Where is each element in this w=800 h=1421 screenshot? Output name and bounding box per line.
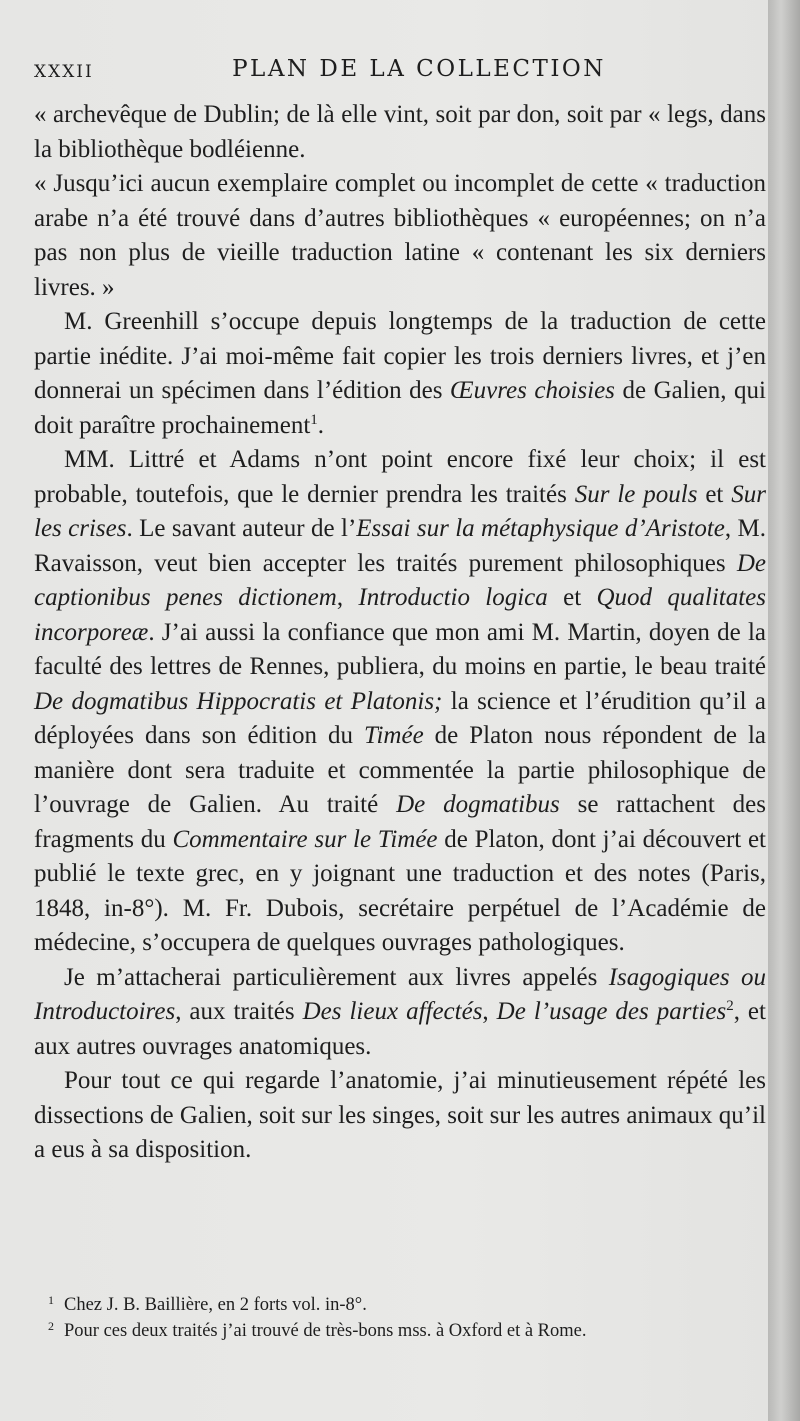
- paragraph: [34, 305, 766, 443]
- text-run: de Galien, qui doit paraître prochainement: [34, 377, 766, 439]
- text-run: M. Greenhill s’occupe depuis longtemps de la traduction de cette partie inédite. J’ai moi-même fait copier les trois derniers livres, et j’en donnerai un spécimen dans l’édition des: [34, 308, 766, 404]
- italic-title: De l’usage des parties: [496, 998, 727, 1025]
- text-run: de Platon nous répondent de la manière dont sera traduite et commentée la partie philosophique de l’ouvrage de Galien. Au traité: [34, 722, 766, 818]
- page-edge-shadow: [768, 0, 800, 1421]
- footnote-text: Chez J. B. Baillière, en 2 forts vol. in-8°.: [64, 1295, 367, 1315]
- text-run: Je m’attacherai particulièrement aux livres appelés: [64, 963, 609, 991]
- italic-title: Sur les crises: [34, 480, 766, 542]
- text-run: « archevêque de Dublin; de là elle vint, soit par don, soit par « legs, dans la bibliothèque bodléienne.: [34, 101, 766, 163]
- quote-paragraph: [34, 167, 766, 305]
- footnote: [48, 1292, 768, 1318]
- italic-title: Isagogiques ou Introductoires: [34, 963, 766, 1025]
- footnote-mark: 2: [48, 1319, 54, 1333]
- footnotes: [48, 1292, 768, 1344]
- text-run: et: [547, 584, 597, 611]
- quote-paragraph: [34, 98, 766, 167]
- paragraph: [34, 1064, 766, 1168]
- text-run: « Jusqu’ici aucun exemplaire complet ou incomplet de cette « traduction arabe n’a été trouvé dans d’autres bibliothèques « européennes; on n’a pas non plus de vieille traduction latine « contenant les six derniers livres. »: [34, 170, 766, 301]
- running-title: PLAN DE LA COLLECTION: [232, 56, 606, 82]
- italic-title: Timée: [363, 722, 424, 749]
- italic-title: Sur le pouls: [574, 480, 698, 508]
- text-run: . J’ai aussi la confiance que mon ami M. Martin, doyen de la faculté des lettres de Rennes, publiera, du moins en partie, le beau traité: [34, 618, 766, 680]
- footnote-ref: 2: [726, 998, 734, 1014]
- text-run: Pour tout ce qui regarde l’anatomie, j’ai minutieusement répété les dissections de Galien, soit sur les singes, soit sur les autres animaux qu’il a eus à sa disposition.: [34, 1067, 766, 1163]
- text-run: et: [697, 480, 732, 508]
- paragraph: [34, 961, 766, 1065]
- italic-title: De dogmatibus: [396, 791, 560, 818]
- text-run: ,: [482, 998, 497, 1025]
- text-run: de Platon, dont j’ai découvert et publié le texte grec, en y joignant une traduction et des notes (Paris, 1848, in-8°). M. Fr. Dubois, secrétaire perpétuel de l’Académie de médecine, s’occupera de quelques ouvrages pathologiques.: [34, 825, 766, 956]
- text-run: . Le savant auteur de l’: [126, 515, 357, 542]
- italic-title: Essai sur la métaphysique d’Aristote: [356, 515, 725, 542]
- paragraph: [34, 443, 766, 961]
- italic-title: De captionibus penes dictionem: [34, 549, 766, 611]
- footnote-mark: 1: [48, 1293, 54, 1307]
- footnote: [48, 1318, 768, 1344]
- italic-title: Introductio logica: [358, 584, 548, 611]
- italic-title: Commentaire sur le Timée: [172, 825, 438, 853]
- text-run: , et aux autres ouvrages anatomiques.: [34, 998, 766, 1060]
- text-run: se rattachent des fragments du: [34, 791, 766, 853]
- text-run: , aux traités: [175, 998, 303, 1025]
- text-run: ,: [336, 584, 359, 611]
- text-run: la science et l’érudition qu’il a déployées dans son édition du: [34, 687, 766, 749]
- text-run: , M. Ravaisson, veut bien accepter les traités purement philosophiques: [34, 515, 766, 577]
- text-run: .: [317, 411, 325, 439]
- italic-title: Des lieux affectés: [302, 998, 483, 1025]
- italic-title: De dogmatibus Hippocratis et Platonis;: [34, 687, 443, 715]
- italic-title: Œuvres choisies: [450, 377, 615, 404]
- footnote-text: Pour ces deux traités j’ai trouvé de très-bons mss. à Oxford et à Rome.: [64, 1321, 587, 1341]
- page-header: [34, 56, 764, 88]
- italic-title: Quod qualitates incorporeæ: [34, 584, 766, 646]
- text-run: MM. Littré et Adams n’ont point encore fixé leur choix; il est probable, toutefois, que le dernier prendra les traités: [34, 446, 766, 508]
- footnote-ref: 1: [310, 411, 318, 428]
- body-text: [34, 98, 766, 1168]
- page-number: XXXII: [34, 62, 94, 82]
